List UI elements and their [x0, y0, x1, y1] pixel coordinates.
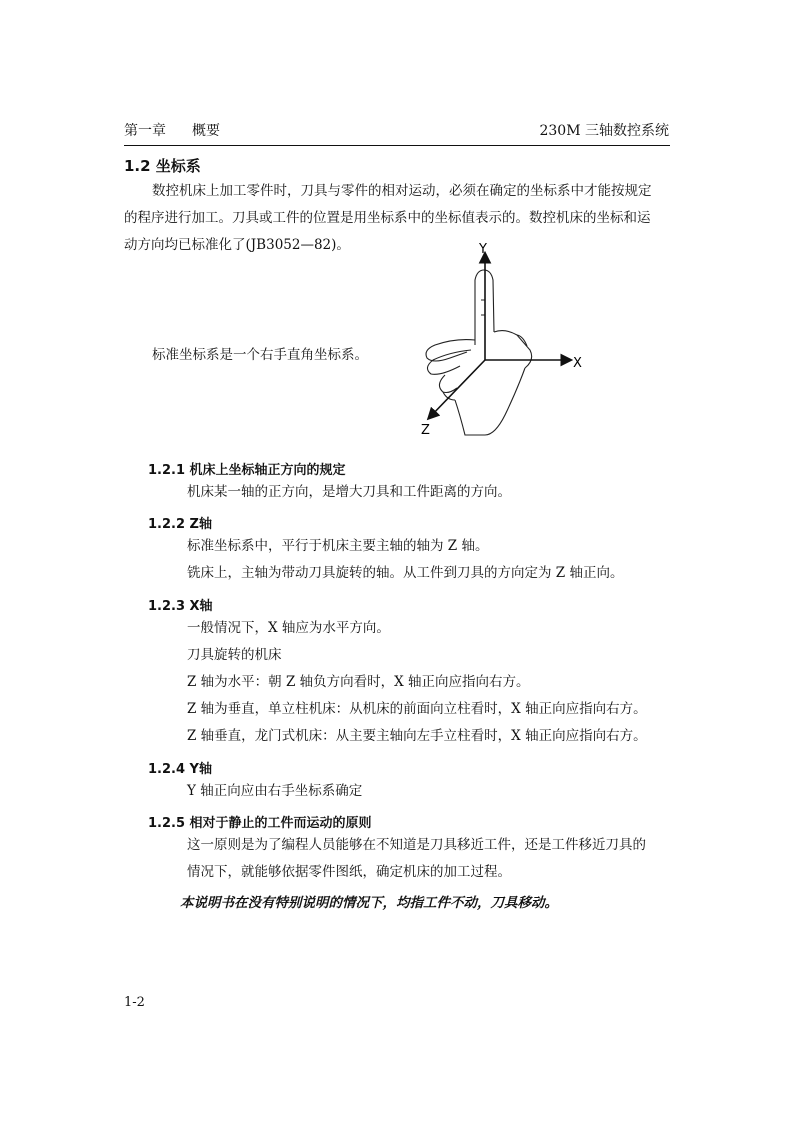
subsection-123-line-3: Z 轴为水平：朝 Z 轴负方向看时，X 轴正向应指向右方。 [187, 674, 530, 690]
header-chapter: 第一章 [124, 123, 166, 139]
header-product: 230M 三轴数控系统 [539, 123, 669, 139]
z-axis [429, 360, 485, 418]
x-axis-label: X [573, 356, 582, 371]
subsection-121-title: 1.2.1 机床上坐标轴正方向的规定 [148, 463, 346, 478]
closing-note: 本说明书在没有特别说明的情况下，均指工件不动，刀具移动。 [180, 895, 558, 911]
header-rule [124, 145, 670, 146]
subsection-124-line-1: Y 轴正向应由右手坐标系确定 [187, 783, 363, 799]
page-number: 1-2 [124, 995, 145, 1010]
subsection-123-line-2: 刀具旋转的机床 [187, 647, 282, 663]
subsection-121-line-1: 机床某一轴的正方向，是增大刀具和工件距离的方向。 [187, 484, 511, 500]
y-axis-label: Y [479, 242, 487, 257]
subsection-122-line-2: 铣床上，主轴为带动刀具旋转的轴。从工件到刀具的方向定为 Z 轴正向。 [187, 565, 624, 581]
z-axis-label: Z [421, 423, 430, 438]
intro-line-3: 动方向均已标准化了(JB3052—82)。 [124, 237, 350, 253]
subsection-122-line-1: 标准坐标系中，平行于机床主要主轴的轴为 Z 轴。 [187, 538, 489, 554]
subsection-125-title: 1.2.5 相对于静止的工件而运动的原则 [148, 816, 372, 831]
subsection-123-line-4: Z 轴为垂直，单立柱机床：从机床的前面向立柱看时，X 轴正向应指向右方。 [187, 701, 647, 717]
subsection-123-line-5: Z 轴垂直，龙门式机床：从主要主轴向左手立柱看时，X 轴正向应指向右方。 [187, 728, 647, 744]
subsection-125-line-2: 情况下，就能够依据零件图纸，确定机床的加工过程。 [187, 864, 511, 880]
header-chapter-title: 概要 [192, 123, 220, 139]
intro-line-2: 的程序进行加工。刀具或工件的位置是用坐标系中的坐标值表示的。数控机床的坐标和运 [124, 210, 651, 226]
subsection-123-title: 1.2.3 X轴 [148, 599, 213, 614]
subsection-125-line-1: 这一原则是为了编程人员能够在不知道是刀具移近工件，还是工件移近刀具的 [187, 837, 646, 853]
intro-line-1: 数控机床上加工零件时，刀具与零件的相对运动，必须在确定的坐标系中才能按规定 [152, 183, 652, 199]
right-hand-figure [405, 240, 595, 440]
standard-coord-text: 标准坐标系是一个右手直角坐标系。 [152, 347, 368, 363]
subsection-122-title: 1.2.2 Z轴 [148, 517, 212, 532]
section-title: 1.2 坐标系 [124, 157, 201, 175]
hand-outline [426, 270, 532, 435]
subsection-124-title: 1.2.4 Y轴 [148, 762, 212, 777]
subsection-123-line-1: 一般情况下，X 轴应为水平方向。 [187, 620, 390, 636]
